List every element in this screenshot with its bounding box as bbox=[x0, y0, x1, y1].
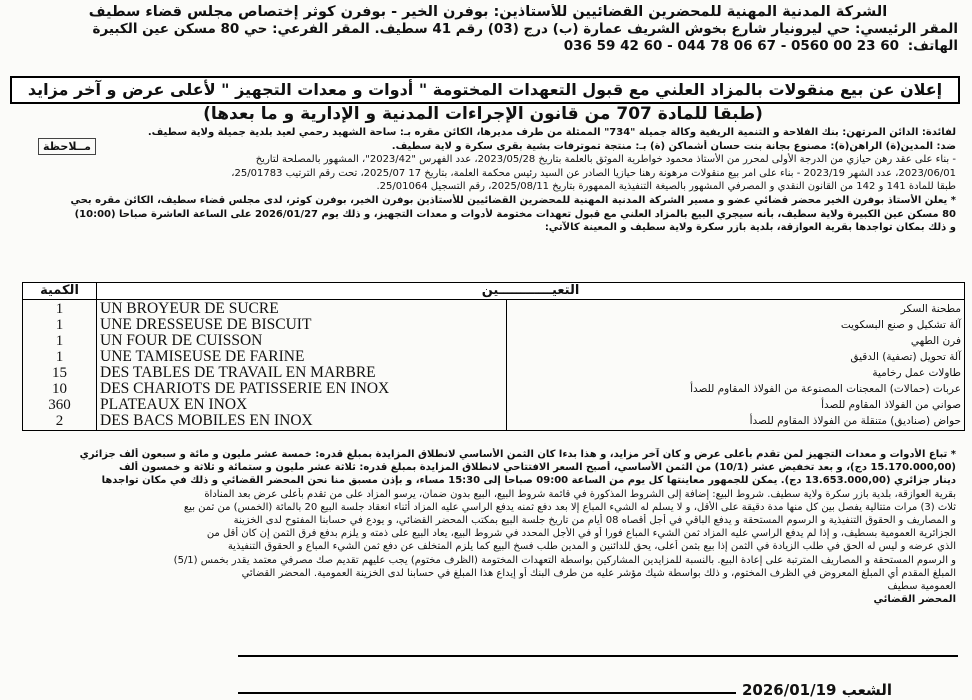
newspaper-name: الشعب bbox=[841, 681, 893, 699]
french-item: PLATEAUX EN INOX bbox=[100, 396, 248, 413]
arabic-item: صواني من الفولاذ المقاوم للصدأ bbox=[821, 399, 961, 411]
intro-line: * يعلن الأستاذ بوفرن الخير محضر قضائي عضو و مسير الشركة المدنية المهنية للمحضرين القضائيين للأستاذين بوفرن الخير، بوفرن كوثر، لدى مجلس قضاء سطيف، الكائن مقره بحي bbox=[70, 194, 956, 206]
arabic-description-column bbox=[507, 300, 965, 431]
publication-footer bbox=[742, 681, 892, 699]
company-address: المقر الرئيسي: حي ليرونيار شارع بخوش الشريف عمارة (ب) درج (03) رقم 41 سطيف. المقر الفرعي: حي 80 مسكن عين الكبيرة bbox=[92, 21, 958, 37]
french-item: DES TABLES DE TRAVAIL EN MARBRE bbox=[100, 364, 376, 381]
arabic-item: فرن الطهي bbox=[910, 335, 961, 347]
condition-line: * تباع الأدوات و معدات التجهيز لمن تقدم بأعلى عرض و كان آخر مزايد، و هذا بدءا كان الثمن الأساسي لانطلاق المزايدة بمبلغ قدره: خمسة عشر مليون و مائة و سبعون ألف جزائري bbox=[79, 449, 956, 460]
arabic-item: طاولات عمل رخامية bbox=[872, 367, 961, 379]
condition-line: دينار جزائري (13.653.000,00 دج). يمكن للجمهور معاينتها كل يوم من الساعة 09:00 صباحا إلى 15:30 مساء، و بإذن مسبق منا نحن المحضر القضائي و ذلك في مكان تواجدها bbox=[101, 475, 956, 487]
notice-title: إعلان عن بيع منقولات بالمزاد العلني مع قبول التعهدات المختومة " أدوات و معدات التجهيز " لأعلى عرض و آخر مزايد bbox=[10, 76, 960, 104]
condition-line: المبلغ المقدم أي المبلغ المعروض في الظرف المختوم، و ذلك بواسطة شيك مؤشر عليه من طرف البنك أو إيداع هذا المبلغ في حسابنا لدى الخزينة العمومية. المحضر القضائي bbox=[241, 567, 956, 579]
intro-line: 2023/06/01، عدد الشهر 2023/19 - بناء على امر بيع منقولات مرهونة رهنا حيازيا الصادر عن السيد رئيس محكمة العلمة، بتاريخ 17 2025/07، تحت رقم الترتيب 25/01783، bbox=[231, 167, 956, 179]
arabic-item: حواض (صناديق) متنقلة من الفولاذ المقاوم للصدأ bbox=[749, 415, 961, 427]
condition-line: الذي عرضه و ليس له الحق في طلب الزيادة في الثمن إذا بيع بثمن أعلى، يحق للدائنين و المدين طلب فسخ البيع كما يلزم المتخلف عن دفع ثمن الشيء المباع و الحقوق التنفيذية bbox=[227, 541, 956, 553]
qty-column bbox=[23, 300, 97, 431]
qty-cell: 10 bbox=[52, 381, 67, 397]
qty-header: الكمية bbox=[23, 283, 97, 300]
company-name: الشركة المدنية المهنية للمحضرين القضائيين للأستاذين: بوفرن الخير - بوفرن كوثر إختصاص مجلس قضاء سطيف bbox=[88, 4, 888, 20]
condition-line: بقرية العوازقة، بلدية بازر سكرة ولاية سطيف. شروط البيع: إضافة إلى الشروط المذكورة في قائمة شروط البيع، البيع بدون ضمان، يرسو المزاد على من تقدم بأعلى عرض بعد المناداة bbox=[204, 488, 956, 500]
description-header: التعيــــــــــــين bbox=[97, 283, 965, 300]
qty-cell: 1 bbox=[55, 333, 64, 349]
signature-line: المحضر القضائي bbox=[873, 594, 956, 606]
intro-line: 80 مسكن عين الكبيرة ولاية سطيف، بأنه سيجري البيع بالمزاد العلني مع قبول تعهدات مختومة لأدوات و معدات التجهيز، و ذلك يوم 2026/01/27 على الساعة العاشرة صباحا (10:00) bbox=[74, 208, 956, 220]
intro-line: و ذلك بمكان تواجدها بقرية العوازقة، بلدية بازر سكرة ولاية سطيف و المعينة كالآتي: bbox=[544, 222, 956, 234]
phone-label: الهاتف: bbox=[907, 38, 958, 54]
french-item: UNE TAMISEUSE DE FARINE bbox=[100, 348, 305, 365]
condition-line: (15.170.000,00 دج)، و بعد تخفيض عشر (10/1) من الثمن الأساسي، أصبح السعر الافتتاحي لانطلاق المزايدة بمبلغ قدره: ثلاثة عشر مليون و ستمائة و ثلاثة و خمسون ألف bbox=[118, 462, 956, 474]
french-item: UN BROYEUR DE SUCRE bbox=[100, 300, 279, 317]
qty-cell: 1 bbox=[55, 349, 64, 365]
french-item: UNE DRESSEUSE DE BISCUIT bbox=[100, 316, 312, 333]
french-item: DES CHARIOTS DE PATISSERIE EN INOX bbox=[100, 380, 390, 397]
notice-intro bbox=[12, 126, 956, 235]
arabic-item: عربات (حمالات) المعجنات المصنوعة من الفولاذ المقاوم للصدأ bbox=[690, 383, 961, 395]
table-header-row bbox=[23, 283, 965, 300]
arabic-item: آلة تشكيل و صنع البسكويت bbox=[840, 319, 961, 331]
french-item: UN FOUR DE CUISSON bbox=[100, 332, 263, 349]
intro-line: طبقا للمادة 141 و 142 من القانون النقدي و المصرفي المشهور بالصيغة التنفيذية الممهورة بتاريخ 2025/08/11، رقم التسجيل 25/01064. bbox=[376, 181, 956, 193]
footer-rule-bottom bbox=[238, 692, 736, 694]
qty-cell: 1 bbox=[55, 317, 64, 333]
condition-line: ثلاث (3) مرات متتالية يفصل بين كل منها مدة دقيقة على الأقل، و لا يسلم له الشيء المباع إلا بعد دفع ثمنه يدفع الراسي عليه المزاد أثناء انعقاد جلسة البيع 20 بالمائة (الخمس) من ثمن بيع bbox=[183, 501, 956, 513]
condition-line: الجزائرية العمومية بسطيف، و إذا لم يدفع الراسي عليه المزاد ثمن الشيء المباع فورا أو في الأجل المحدد في شروط البيع، يعاد البيع على ذمته و يلزم بدفع فرق الثمن إن كان أقل من bbox=[206, 528, 956, 540]
intro-line: لفائدة: الدائن المرتهن: بنك الفلاحة و التنمية الريفية وكالة جميلة "734" الممثلة من طرف مديرها، الكائن مقره بـ: ساحة الشهيد رحمي لعيد بلدية جميلة ولاية سطيف. bbox=[147, 127, 956, 138]
condition-line: و الرسوم المستحقة و المصاريف المترتبة على إعادة البيع. بالنسبة للمزايدين المشاركين بواسطة التعهدات المختومة (الظرف مختوم) يجب عليهم تقديم صك مصرفي معتمد يقدر بخمس (5/1) bbox=[173, 554, 956, 566]
arabic-item: آلة تحويل (تصفية) الدقيق bbox=[850, 351, 961, 363]
notice-subtitle: (طبقا للمادة 707 من قانون الإجراءات المدنية و الإدارية و ما بعدها) bbox=[203, 104, 763, 124]
bailiff-header bbox=[18, 4, 958, 55]
intro-line: - بناء على عقد رهن حيازي من الدرجة الأولى لمحرر من الأستاذ محمود خواطرية الموثق بالعلمة بتاريخ 2023/05/28، عدد الفهرس "2023/42"، المشهور بالمصلحة لتاريخ bbox=[255, 154, 956, 166]
phone-numbers: 036 59 42 60 - 044 78 06 67 - 0560 00 23 60 bbox=[563, 38, 900, 54]
arabic-item: مطحنة السكر bbox=[900, 303, 961, 315]
phone-line bbox=[18, 38, 958, 55]
qty-cell: 360 bbox=[48, 397, 71, 413]
footer-rule bbox=[238, 655, 958, 657]
intro-line: ضد: المدين(ة) الراهن(ة): مصنوع بجانة بنت حسان أشماكن (ة) بـ: منتجة تموترفات بشية بقرى سكرة و لاية سطيف. bbox=[391, 140, 956, 152]
french-description-column bbox=[97, 300, 507, 431]
condition-line: العمومية سطيف bbox=[887, 581, 956, 593]
french-item: DES BACS MOBILES EN INOX bbox=[100, 412, 313, 429]
qty-cell: 2 bbox=[55, 413, 64, 429]
items-table bbox=[22, 282, 965, 431]
table-body-row bbox=[23, 300, 965, 431]
condition-line: و المصاريف و الحقوق التنفيذية و الرسوم المستحقة و يدفع الباقي في أجل أقصاه 08 أيام من تاريخ جلسة البيع بمكتب المحضر القضائي، و يودع في حسابنا المفتوح لدى الخزينة bbox=[233, 515, 956, 527]
qty-cell: 15 bbox=[52, 365, 67, 381]
sale-conditions bbox=[12, 448, 956, 606]
publication-date: 2026/01/19 bbox=[742, 681, 837, 699]
remark-stamp: مــلاحظة bbox=[38, 138, 96, 155]
qty-cell: 1 bbox=[55, 301, 64, 317]
